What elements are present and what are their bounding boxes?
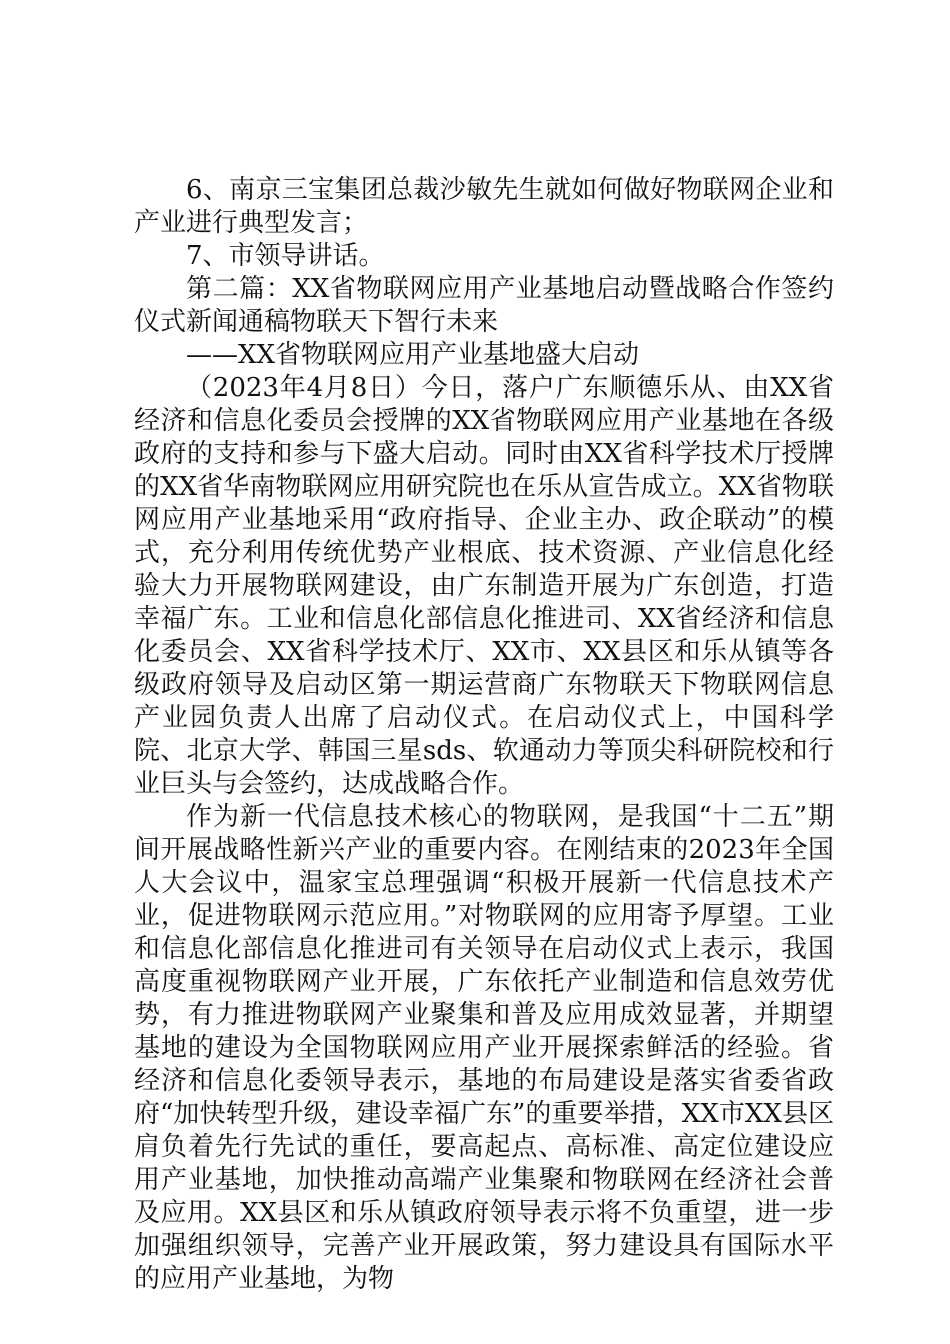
paragraph-item-6-speech: 6、南京三宝集团总裁沙敏先生就如何做好物联网企业和产业进行典型发言； (134, 175, 834, 238)
body-paragraph-launch: （2023年4月8日）今日，落户广东顺德乐从、由XX省经济和信息化委员会授牌的XX省物联网应用产业基地在各级政府的支持和参与下盛大启动。同时由XX省科学技术厅授牌的XX省华南物联网应用研究院也在乐从宣告成立。XX省物联网应用产业基地采用“政府指导、企业主办、政企联动”的模式，充分利用传统优势产业根底、技术资源、产业信息化经验大力开展物联网建设，由广东制造开展为广东创造，打造幸福广东。工业和信息化部信息化推进司、XX省经济和信息化委员会、XX省科学技术厅、XX市、XX县区和乐从镇等各级政府领导及启动区第一期运营商广东物联天下物联网信息产业园负责人出席了启动仪式。在启动仪式上，中国科学院、北京大学、韩国三星sds、软通动力等顶尖科研院校和行业巨头与会签约，达成战略合作。 (134, 373, 834, 799)
document-body (134, 174, 834, 1296)
section-subtitle: ——XX省物联网应用产业基地盛大启动 (186, 340, 640, 370)
section-title: 第二篇：XX省物联网应用产业基地启动暨战略合作签约仪式新闻通稿物联天下智行未来 (134, 274, 834, 337)
paragraph-item-7-leader-speech: 7、市领导讲话。 (186, 241, 385, 271)
body-paragraph-iot-significance: 作为新一代信息技术核心的物联网，是我国“十二五”期间开展战略性新兴产业的重要内容。在刚结束的2023年全国人大会议中，温家宝总理强调“积极开展新一代信息技术产业，促进物联网示范应用。”对物联网的应用寄予厚望。工业和信息化部信息化推进司有关领导在启动仪式上表示，我国高度重视物联网产业开展，广东依托产业制造和信息效劳优势，有力推进物联网产业聚集和普及应用成效显著，并期望基地的建设为全国物联网应用产业开展探索鲜活的经验。省经济和信息化委领导表示，基地的布局建设是落实省委省政府“加快转型升级，建设幸福广东”的重要举措，XX市XX县区肩负着先行先试的重任，要高起点、高标准、高定位建设应用产业基地，加快推动高端产业集聚和物联网在经济社会普及应用。XX县区和乐从镇政府领导表示将不负重望，进一步加强组织领导，完善产业开展政策，努力建设具有国际水平的应用产业基地，为物 (134, 802, 834, 1294)
